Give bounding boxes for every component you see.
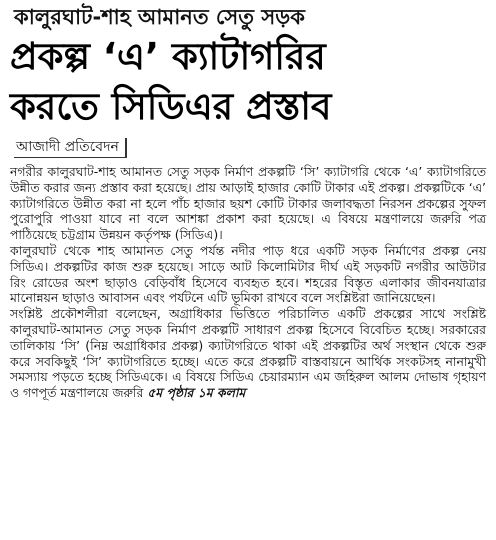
article-paragraph-3 <box>10 306 486 401</box>
headline-line-1: প্রকল্প ‘এ’ ক্যাটাগরির <box>10 35 326 78</box>
article-body <box>10 164 486 401</box>
article-paragraph-3-text: সংশ্লিষ্ট প্রকৌশলীরা বলেছেন, অগ্রাধিকার ভিত্তিতে পরিচালিত একটি প্রকল্পের সাথে সংশ্লিষ্ট কালুরঘাট-আমানত সেতু সড়ক নির্মাণ প্রকল্পটি সাধারণ প্রকল্প হিসেবে বিবেচিত হচ্ছে। সরকারের তালিকায় ‘সি’ (নিম্ন অগ্রাধিকার প্রকল্প) ক্যাটাগরিতে থাকা এই প্রকল্পটির অর্থ সংস্থান থেকে শুরু করে সবকিছুই ‘সি’ ক্যাটাগরিতে হচ্ছে। এতে করে প্রকল্পটি বাস্তবায়নে আর্থিক সংকটসহ নানামুখী সমস্যায় পড়তে হচ্ছে সিডিএকে। এ বিষয়ে সিডিএ চেয়ারম্যান এম জহিরুল আলম দোভাষ গৃহায়ণ ও গণপূর্ত মন্ত্রণালয়ে জরুরি <box>10 306 486 401</box>
article-paragraph-1: নগরীর কালুরঘাট-শাহ আমানত সেতু সড়ক নির্মাণ প্রকল্পটি ‘সি’ ক্যাটাগরি থেকে ‘এ’ ক্যাটাগরিতে উন্নীত করার জন্য প্রস্তাব করা হয়েছে। প্রায় আড়াই হাজার কোটি টাকার এই প্রকল্প। প্রকল্পটিকে ‘এ’ ক্যাটাগরিতে উন্নীত করা না হলে পাঁচ হাজার ছয়শ কোটি টাকার জলাবদ্ধতা নিরসন প্রকল্পের সুফল পুরোপুরি পাওয়া যাবে না বলে আশঙ্কা প্রকাশ করা হয়েছে। এ বিষয়ে মন্ত্রণালয়ে জরুরি পত্র পাঠিয়েছে চট্টগ্রাম উন্নয়ন কর্তৃপক্ষ (সিডিএ)। <box>10 164 486 243</box>
kicker-headline: কালুরঘাট-শাহ আমানত সেতু সড়ক <box>14 5 305 29</box>
continuation-jump-line: ৫ম পৃষ্ঠার ১ম কলাম <box>147 385 246 401</box>
byline: আজাদী প্রতিবেদন <box>14 138 127 158</box>
article-paragraph-2: কালুরঘাট থেকে শাহ আমানত সেতু পর্যন্ত নদীর পাড় ধরে একটি সড়ক নির্মাণের প্রকল্প নেয় সিডিএ। প্রকল্পটির কাজ শুরু হয়েছে। সাড়ে আট কিলোমিটার দীর্ঘ এই সড়কটি নগরীর আউটার রিং রোডের অংশ ছাড়াও বেড়িবাঁধ হিসেবে ব্যবহৃত হবে। শহরের বিস্তৃত এলাকার জীবনযাত্রার মানোন্নয়ন ছাড়াও আবাসন এবং পর্যটনে এটি ভূমিকা রাখবে বলে সংশ্লিষ্টরা জানিয়েছেন। <box>10 242 486 306</box>
headline-line-2: করতে সিডিএর প্রস্তাব <box>10 85 332 128</box>
